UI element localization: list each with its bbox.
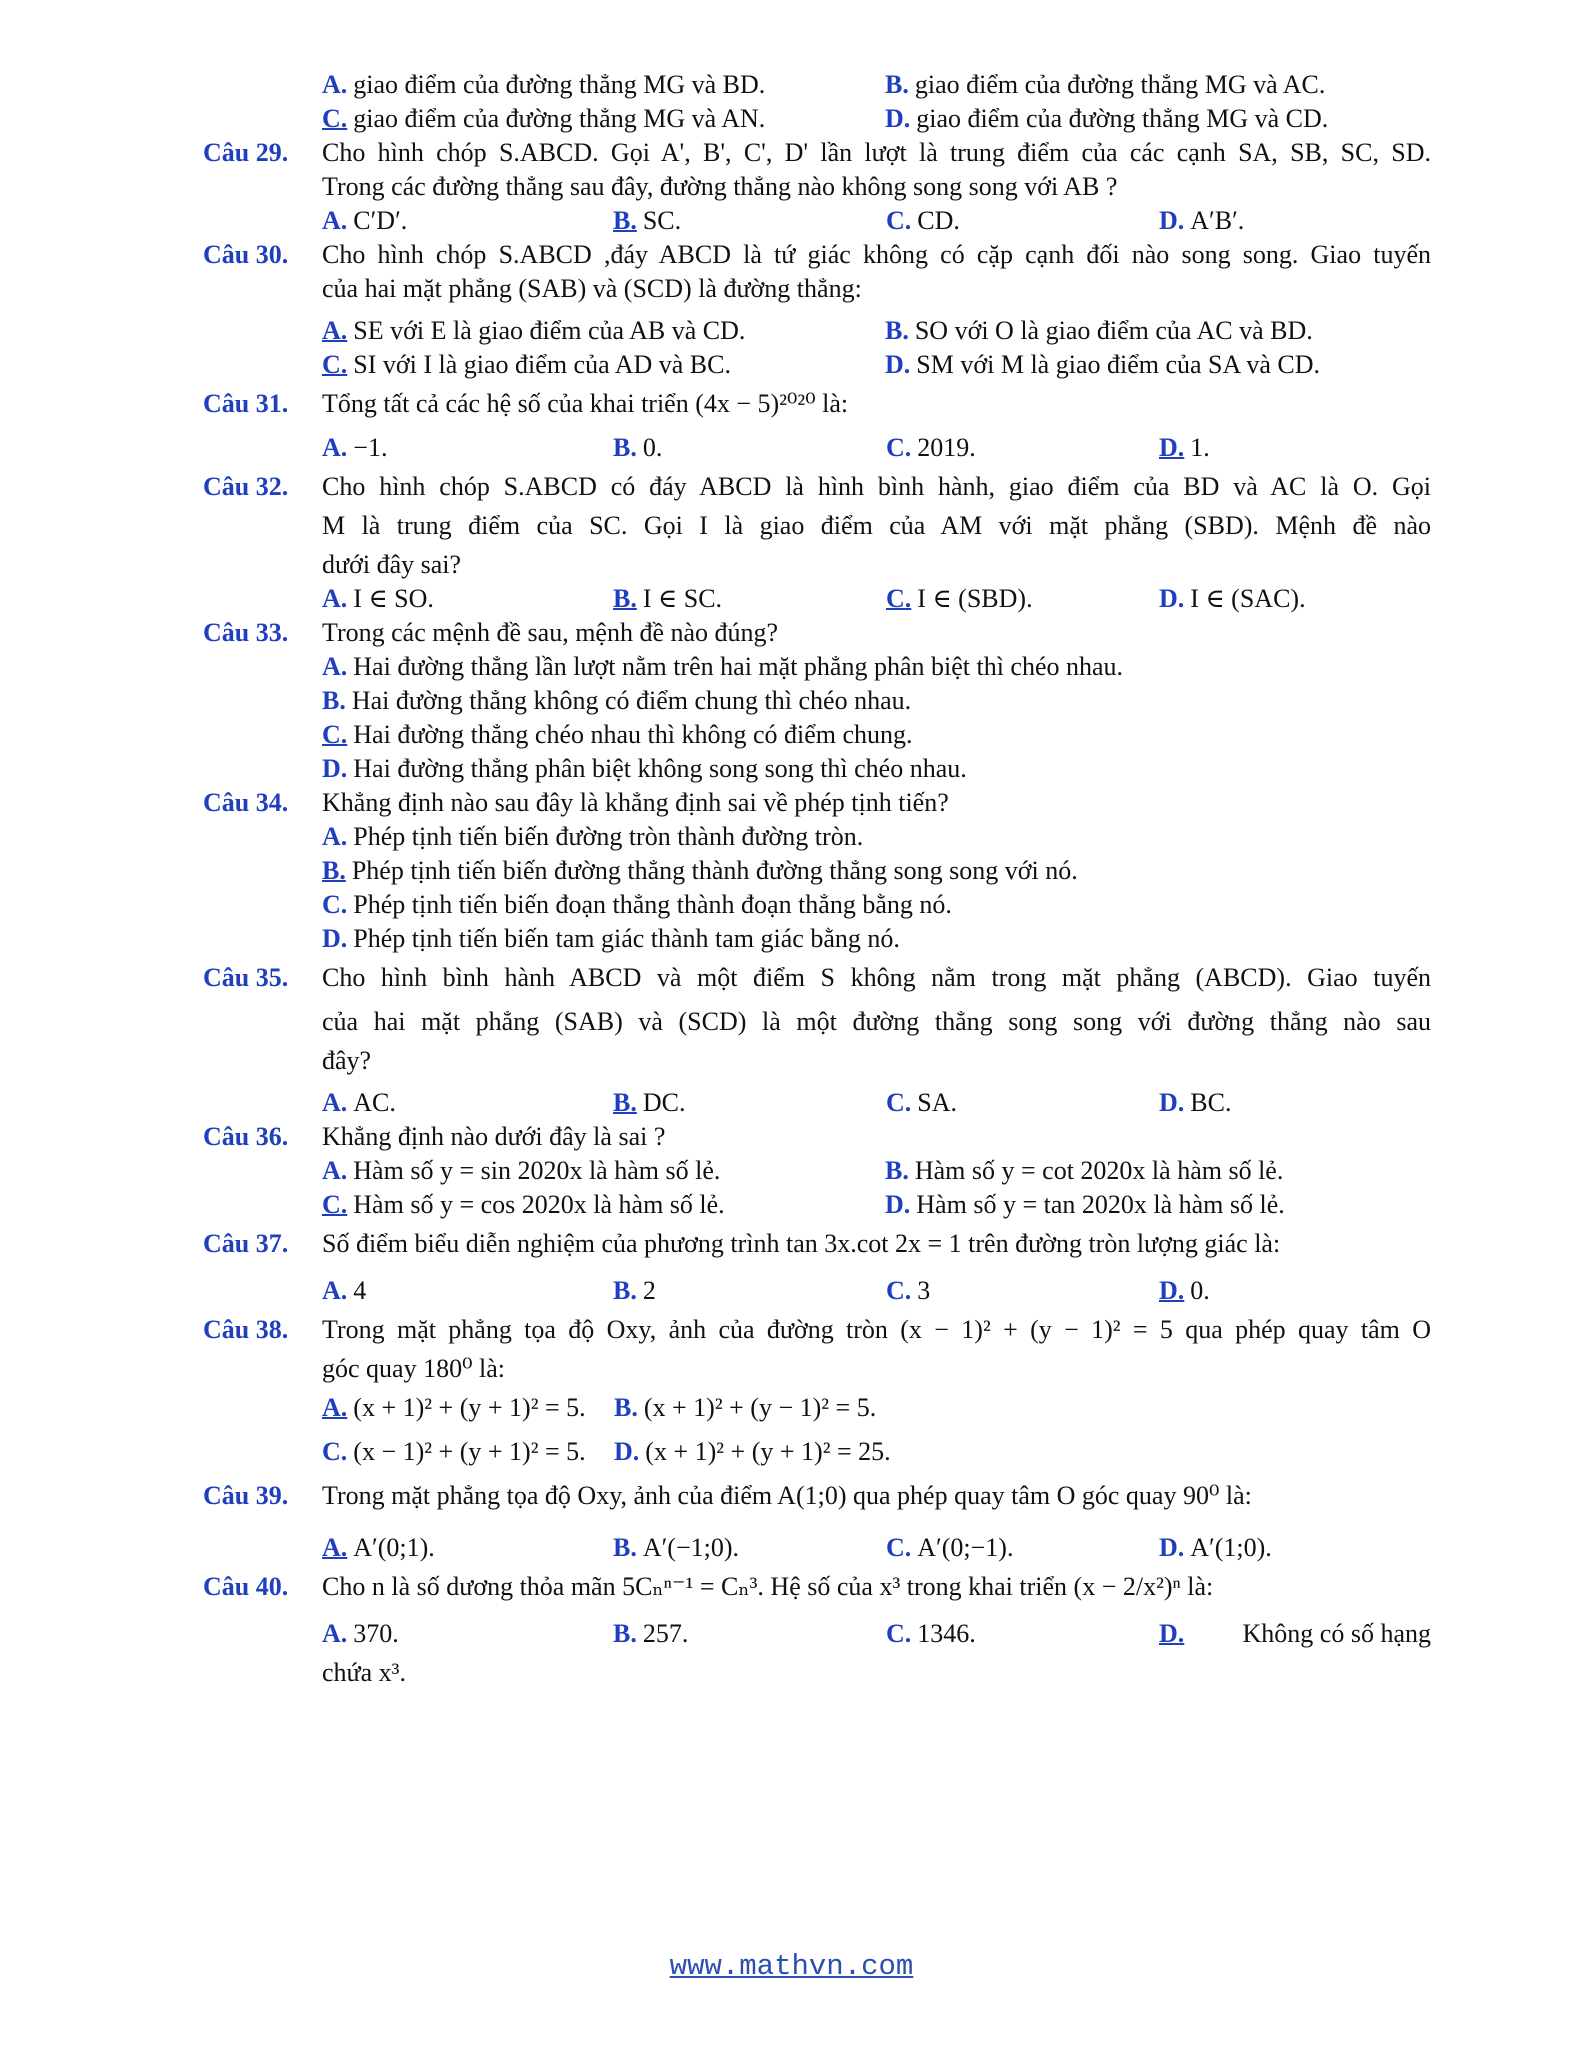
question-stem-line: Tổng tất cả các hệ số của khai triển (4x − 5)²⁰²⁰ là: xyxy=(322,389,849,418)
option-text: I ∈ (SBD). xyxy=(917,584,1033,613)
question-number: Câu 30. xyxy=(203,240,289,269)
question-stem-line: Trong mặt phẳng tọa độ Oxy, ảnh của điểm A(1;0) qua phép quay tâm O góc quay 90⁰ là: xyxy=(322,1481,1252,1510)
option-key: C. xyxy=(322,104,348,133)
option-text: 370. xyxy=(353,1619,399,1648)
option-text: 0. xyxy=(642,433,663,462)
answer-option-d[interactable] xyxy=(614,1430,1431,1474)
question-number: Câu 29. xyxy=(203,138,289,167)
option-text: 0. xyxy=(1190,1276,1210,1305)
question-block xyxy=(203,1308,1431,1474)
answer-option-b[interactable] xyxy=(614,1386,1431,1430)
answer-option-c[interactable] xyxy=(886,1526,1159,1570)
option-text: I ∈ (SAC). xyxy=(1190,584,1306,613)
answer-options xyxy=(322,820,1431,956)
question-number: Câu 35. xyxy=(203,963,289,992)
question-number: Câu 31. xyxy=(203,389,289,418)
answer-option-a[interactable] xyxy=(322,582,613,616)
option-key: D. xyxy=(1159,206,1185,235)
option-key: A. xyxy=(322,822,348,851)
question-block xyxy=(203,1570,1431,1690)
answer-option-d[interactable] xyxy=(1159,1274,1431,1308)
answer-option-c[interactable] xyxy=(322,718,1431,752)
question-stem-line: Cho hình chóp S.ABCD ,đáy ABCD là tứ giác không có cặp cạnh đối nào song song. Giao tuyến xyxy=(322,240,1431,269)
question-stem-line: Cho hình chóp S.ABCD có đáy ABCD là hình bình hành, giao điểm của BD và AC là O. Gọi xyxy=(322,472,1431,501)
answer-option-c[interactable] xyxy=(322,1430,614,1474)
option-key: B. xyxy=(885,316,909,345)
answer-option-c[interactable] xyxy=(322,348,885,382)
option-key: C. xyxy=(886,1276,912,1305)
question-block xyxy=(203,1474,1431,1570)
answer-option-a[interactable] xyxy=(322,1386,614,1430)
question-stem-line: Khẳng định nào dưới đây là sai ? xyxy=(322,1122,666,1151)
answer-option-a[interactable] xyxy=(322,1154,885,1188)
question-block xyxy=(203,1120,1431,1222)
question-number: Câu 37. xyxy=(203,1229,289,1258)
option-key: B. xyxy=(885,70,909,99)
option-key: A. xyxy=(322,316,348,345)
option-text: A′(0;1). xyxy=(353,1533,435,1562)
option-text: Hai đường thẳng lần lượt nằm trên hai mặt phẳng phân biệt thì chéo nhau. xyxy=(353,652,1124,681)
answer-option-b[interactable] xyxy=(613,204,886,238)
option-text: (x + 1)² + (y − 1)² = 5. xyxy=(643,1393,877,1422)
question-block xyxy=(203,382,1431,470)
question-number: Câu 32. xyxy=(203,472,289,501)
option-key: C. xyxy=(886,1533,912,1562)
question-block xyxy=(203,1222,1431,1308)
option-key: B. xyxy=(614,1393,638,1422)
answer-options xyxy=(322,1154,1431,1222)
answer-option-d[interactable] xyxy=(1159,582,1431,616)
option-text: 2019. xyxy=(917,433,976,462)
option-text: SA. xyxy=(917,1088,958,1117)
answer-option-b[interactable] xyxy=(885,1154,1431,1188)
answer-option-c[interactable] xyxy=(886,1612,1159,1656)
option-text: Hàm số y = cos 2020x là hàm số lẻ. xyxy=(353,1190,725,1219)
option-key: C. xyxy=(886,1088,912,1117)
option-text: giao điểm của đường thẳng MG và CD. xyxy=(916,104,1329,133)
option-key: C. xyxy=(886,433,912,462)
footer-website-link[interactable]: www.mathvn.com xyxy=(669,1950,914,1983)
option-text: 1. xyxy=(1190,433,1210,462)
option-key: D. xyxy=(614,1437,640,1466)
option-text: Hai đường thẳng phân biệt không song song thì chéo nhau. xyxy=(353,754,967,783)
option-key: A. xyxy=(322,1156,348,1185)
question-stem-line: Cho n là số dương thỏa mãn 5Cₙⁿ⁻¹ = Cₙ³. Hệ số của x³ trong khai triển (x − 2/x²)ⁿ là: xyxy=(322,1572,1214,1601)
option-key: B. xyxy=(613,1619,637,1648)
option-key: A. xyxy=(322,1533,348,1562)
question-number: Câu 38. xyxy=(203,1315,289,1344)
answer-option-a[interactable] xyxy=(322,68,885,102)
option-text: Hai đường thẳng chéo nhau thì không có điểm chung. xyxy=(353,720,913,749)
question-stem-line: Cho hình chóp S.ABCD. Gọi A', B', C', D' lần lượt là trung điểm của các cạnh SA, SB, SC, SD. xyxy=(322,138,1431,167)
option-key: B. xyxy=(322,686,346,715)
option-text: SM với M là giao điểm của SA và CD. xyxy=(916,350,1321,379)
option-key: D. xyxy=(1159,584,1185,613)
answer-option-c[interactable] xyxy=(886,1086,1159,1120)
option-text: A′B′. xyxy=(1190,206,1245,235)
option-key: C. xyxy=(322,350,348,379)
option-key: A. xyxy=(322,652,348,681)
option-key: D. xyxy=(885,350,911,379)
option-text: A′(0;−1). xyxy=(917,1533,1014,1562)
answer-options xyxy=(322,582,1431,616)
exam-document xyxy=(203,68,1431,1690)
answer-option-c[interactable] xyxy=(322,888,1431,922)
answer-options xyxy=(322,204,1431,238)
answer-option-b[interactable] xyxy=(885,314,1431,348)
option-text: Hàm số y = cot 2020x là hàm số lẻ. xyxy=(914,1156,1284,1185)
question-stem-line: dưới đây sai? xyxy=(322,550,462,579)
answer-option-c[interactable] xyxy=(886,426,1159,470)
option-key: C. xyxy=(886,1619,912,1648)
option-key: D. xyxy=(322,924,348,953)
question-block xyxy=(203,470,1431,616)
question-stem-line: Trong mặt phẳng tọa độ Oxy, ảnh của đường tròn (x − 1)² + (y − 1)² = 5 qua phép quay tâm O xyxy=(322,1315,1431,1344)
option-text: giao điểm của đường thẳng MG và AC. xyxy=(914,70,1326,99)
option-text: 2 xyxy=(642,1276,656,1305)
answer-options xyxy=(322,426,1431,470)
answer-option-c[interactable] xyxy=(886,582,1159,616)
question-stem-line: của hai mặt phẳng (SAB) và (SCD) là một đường thẳng song song với đường thẳng nào sau xyxy=(322,1007,1431,1036)
option-key: A. xyxy=(322,1276,348,1305)
option-key: A. xyxy=(322,206,348,235)
spacer xyxy=(322,306,1431,314)
option-text: giao điểm của đường thẳng MG và BD. xyxy=(353,70,766,99)
answer-option-a[interactable] xyxy=(322,1274,613,1308)
answer-option-a[interactable] xyxy=(322,1526,613,1570)
answer-options xyxy=(322,1526,1431,1570)
option-key: B. xyxy=(885,1156,909,1185)
option-key: B. xyxy=(322,856,346,885)
option-key: A. xyxy=(322,1088,348,1117)
answer-option-d[interactable] xyxy=(885,348,1431,382)
option-text: 4 xyxy=(353,1276,367,1305)
answer-option-d[interactable] xyxy=(1159,1612,1431,1656)
option-text: (x − 1)² + (y + 1)² = 5. xyxy=(353,1437,586,1466)
option-key: D. xyxy=(1159,1088,1185,1117)
option-text: Phép tịnh tiến biến tam giác thành tam giác bằng nó. xyxy=(353,924,900,953)
option-key: B. xyxy=(613,584,637,613)
answer-option-c[interactable] xyxy=(322,102,885,136)
answer-option-b[interactable] xyxy=(613,1086,886,1120)
answer-option-b[interactable] xyxy=(613,582,886,616)
option-key: A. xyxy=(322,70,348,99)
option-key: C. xyxy=(886,584,912,613)
option-key: A. xyxy=(322,1393,348,1422)
question-block xyxy=(203,616,1431,786)
option-text: Phép tịnh tiến biến đoạn thẳng thành đoạn thẳng bằng nó. xyxy=(353,890,952,919)
answer-option-a[interactable] xyxy=(322,204,613,238)
answer-option-c[interactable] xyxy=(886,1274,1159,1308)
option-text: BC. xyxy=(1190,1088,1232,1117)
option-key: A. xyxy=(322,1619,348,1648)
answer-option-a[interactable] xyxy=(322,314,885,348)
option-text: SE với E là giao điểm của AB và CD. xyxy=(353,316,746,345)
option-key: B. xyxy=(613,433,637,462)
question-stem-line: M là trung điểm của SC. Gọi I là giao điểm của AM với mặt phẳng (SBD). Mệnh đề nào xyxy=(322,511,1431,540)
answer-option-a[interactable] xyxy=(322,1612,613,1656)
answer-option-d[interactable] xyxy=(885,102,1431,136)
option-text: 3 xyxy=(917,1276,931,1305)
spacer xyxy=(322,1266,1431,1274)
option-key: B. xyxy=(613,206,637,235)
answer-option-b[interactable] xyxy=(613,1612,886,1656)
answer-options xyxy=(322,1612,1431,1656)
answer-options xyxy=(322,314,1431,382)
answer-option-b[interactable] xyxy=(613,426,886,470)
option-text: SI với I là giao điểm của AD và BC. xyxy=(353,350,731,379)
option-key: D. xyxy=(322,754,348,783)
option-key: B. xyxy=(613,1533,637,1562)
answer-option-d[interactable] xyxy=(1159,1526,1431,1570)
option-key: D. xyxy=(1159,1533,1185,1562)
answer-options xyxy=(322,1386,1431,1474)
option-key: C. xyxy=(322,1190,348,1219)
spacer xyxy=(322,1604,1431,1612)
question-stem-line: góc quay 180⁰ là: xyxy=(322,1354,505,1383)
question-block xyxy=(203,68,1431,136)
option-key: C. xyxy=(322,890,348,919)
option-key: A. xyxy=(322,433,348,462)
spacer xyxy=(322,1078,1431,1086)
option-text: I ∈ SO. xyxy=(353,584,434,613)
option-text: Phép tịnh tiến biến đường tròn thành đường tròn. xyxy=(353,822,864,851)
question-number: Câu 34. xyxy=(203,788,289,817)
option-text: Hàm số y = tan 2020x là hàm số lẻ. xyxy=(916,1190,1285,1219)
option-text: DC. xyxy=(642,1088,686,1117)
option-text: 1346. xyxy=(917,1619,976,1648)
question-stem-line: Cho hình bình hành ABCD và một điểm S không nằm trong mặt phẳng (ABCD). Giao tuyến xyxy=(322,963,1431,992)
question-block xyxy=(203,238,1431,382)
option-key: C. xyxy=(886,206,912,235)
question-number: Câu 36. xyxy=(203,1122,289,1151)
option-text: I ∈ SC. xyxy=(642,584,723,613)
question-number: Câu 40. xyxy=(203,1572,289,1601)
answer-option-d[interactable] xyxy=(322,922,1431,956)
question-number: Câu 39. xyxy=(203,1481,289,1510)
question-block xyxy=(203,786,1431,956)
question-stem-line: Trong các đường thẳng sau đây, đường thẳng nào không song song với AB ? xyxy=(322,172,1118,201)
option-text: 257. xyxy=(642,1619,689,1648)
answer-option-c[interactable] xyxy=(322,1188,885,1222)
answer-option-d[interactable] xyxy=(1159,204,1431,238)
answer-option-a[interactable] xyxy=(322,1086,613,1120)
option-key: D. xyxy=(885,1190,911,1219)
question-number: Câu 33. xyxy=(203,618,289,647)
option-key: A. xyxy=(322,584,348,613)
question-stem-line: Trong các mệnh đề sau, mệnh đề nào đúng? xyxy=(322,618,779,647)
option-key: D. xyxy=(1159,1619,1185,1648)
option-text: −1. xyxy=(353,433,388,462)
option-key: D. xyxy=(1159,433,1185,462)
answer-option-c[interactable] xyxy=(886,204,1159,238)
answer-options xyxy=(322,68,1431,136)
question-stem-line: đây? xyxy=(322,1046,372,1075)
answer-option-a[interactable] xyxy=(322,426,613,470)
option-text: Phép tịnh tiến biến đường thẳng thành đường thẳng song song với nó. xyxy=(351,856,1078,885)
question-stem-line: Khẳng định nào sau đây là khẳng định sai về phép tịnh tiến? xyxy=(322,788,949,817)
answer-option-b[interactable] xyxy=(322,684,1431,718)
answer-options xyxy=(322,1274,1431,1308)
answer-option-d[interactable] xyxy=(1159,1086,1431,1120)
answer-option-b[interactable] xyxy=(613,1526,886,1570)
option-text: SO với O là giao điểm của AC và BD. xyxy=(914,316,1313,345)
answer-option-d[interactable] xyxy=(1159,426,1431,470)
answer-option-b[interactable] xyxy=(613,1274,886,1308)
option-text: (x + 1)² + (y + 1)² = 25. xyxy=(645,1437,891,1466)
question-block xyxy=(203,956,1431,1120)
answer-option-d[interactable] xyxy=(885,1188,1431,1222)
option-text: Không có số hạng xyxy=(1242,1619,1431,1648)
option-key: C. xyxy=(322,1437,348,1466)
spacer xyxy=(322,1518,1431,1526)
answer-option-a[interactable] xyxy=(322,650,1431,684)
option-text: AC. xyxy=(353,1088,396,1117)
answer-options xyxy=(322,650,1431,786)
answer-option-b[interactable] xyxy=(322,854,1431,888)
option-key: D. xyxy=(885,104,911,133)
answer-option-a[interactable] xyxy=(322,820,1431,854)
question-stem-line: Số điểm biểu diễn nghiệm của phương trình tan 3x.cot 2x = 1 trên đường tròn lượng giác là: xyxy=(322,1229,1281,1258)
option-text: Hàm số y = sin 2020x là hàm số lẻ. xyxy=(353,1156,721,1185)
question-stem-line: của hai mặt phẳng (SAB) và (SCD) là đường thẳng: xyxy=(322,274,862,303)
question-block xyxy=(203,136,1431,238)
option-key: C. xyxy=(322,720,348,749)
option-text: C′D′. xyxy=(353,206,408,235)
answer-options xyxy=(322,1086,1431,1120)
option-text: A′(1;0). xyxy=(1190,1533,1272,1562)
option-text: CD. xyxy=(917,206,960,235)
option-text: SC. xyxy=(642,206,682,235)
option-key: D. xyxy=(1159,1276,1185,1305)
answer-option-b[interactable] xyxy=(885,68,1431,102)
option-key: B. xyxy=(613,1276,637,1305)
option-text: giao điểm của đường thẳng MG và AN. xyxy=(353,104,766,133)
option-text: A′(−1;0). xyxy=(642,1533,740,1562)
option-text: Hai đường thẳng không có điểm chung thì chéo nhau. xyxy=(351,686,912,715)
option-key: B. xyxy=(613,1088,637,1117)
answer-option-d[interactable] xyxy=(322,752,1431,786)
option-continuation: chứa x³. xyxy=(322,1658,406,1687)
option-text: (x + 1)² + (y + 1)² = 5. xyxy=(353,1393,586,1422)
